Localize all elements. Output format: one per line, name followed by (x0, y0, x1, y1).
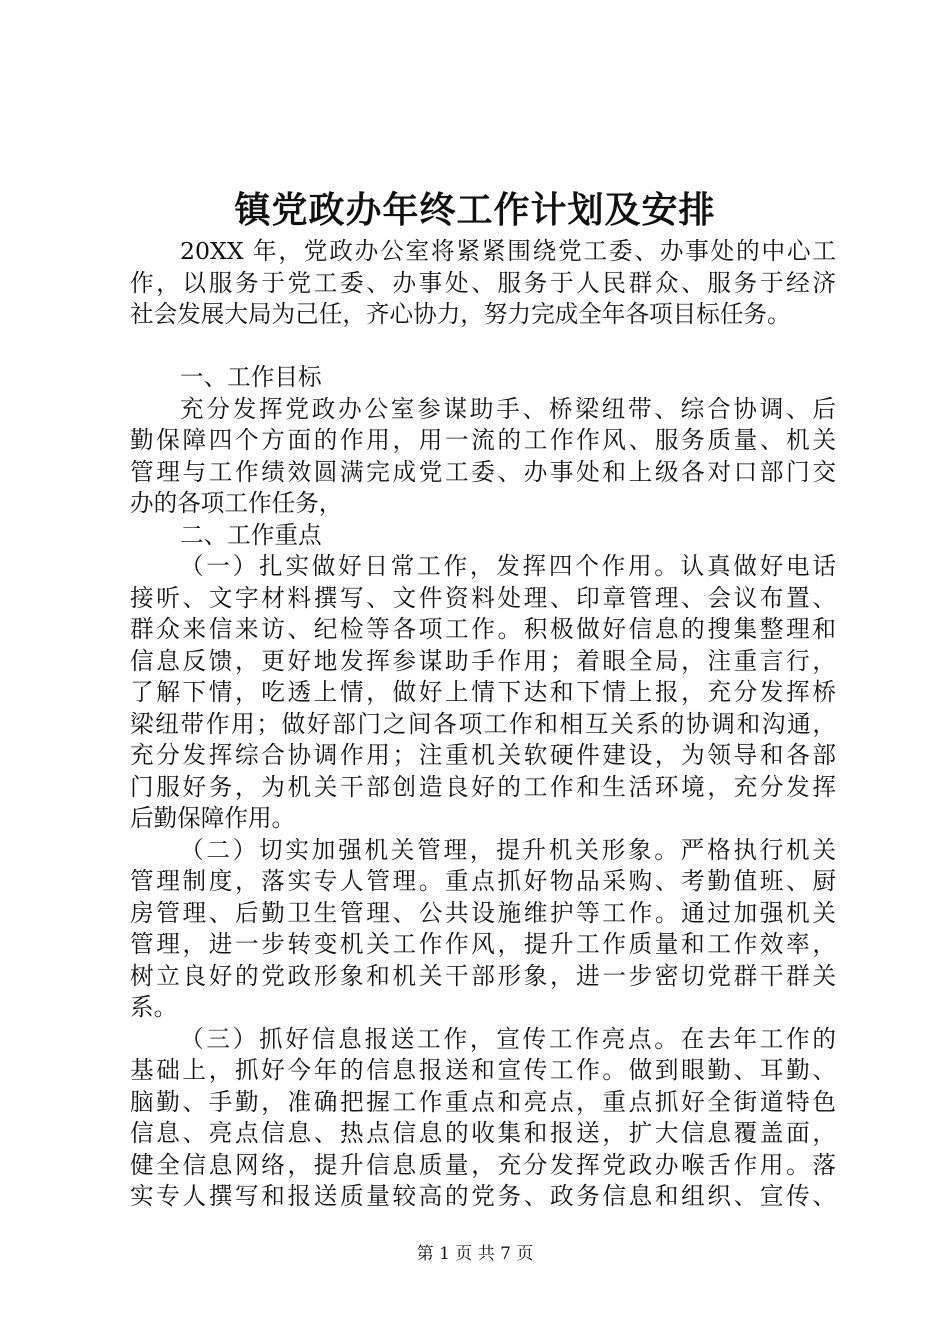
text-line: 管理与工作绩效圆满完成党工委、办事处和上级各对口部门交 (130, 457, 836, 486)
text-line: 接听、文字材料撰写、文件资料处理、印章管理、会议布置、 (130, 583, 836, 612)
text-line: （二）切实加强机关管理，提升机关形象。严格执行机关 (180, 835, 836, 864)
section-heading: 一、工作目标 (180, 363, 322, 391)
text-line: （一）扎实做好日常工作，发挥四个作用。认真做好电话 (180, 552, 836, 580)
text-line: 作，以服务于党工委、办事处、服务于人民群众、服务于经济 (130, 268, 836, 297)
text-line: 办的各项工作任务， (130, 489, 343, 517)
document-title: 镇党政办年终工作计划及安排 (234, 189, 716, 231)
section-heading: 二、工作重点 (180, 520, 322, 549)
text-line: 勤保障四个方面的作用，用一流的工作作风、服务质量、机关 (130, 426, 836, 454)
text-line: 脑勤、手勤，准确把握工作重点和亮点，重点抓好全街道特色 (130, 1087, 836, 1116)
blank-line (130, 331, 836, 363)
text-line: 系。 (130, 993, 178, 1021)
text-line: 健全信息网络，提升信息质量，充分发挥党政办喉舌作用。落 (130, 1150, 836, 1179)
text-line: 树立良好的党政形象和机关干部形象，进一步密切党群干群关 (130, 961, 836, 990)
text-line: 社会发展大局为己任，齐心协力，努力完成全年各项目标任务。 (130, 300, 791, 328)
text-line: 信息反馈，更好地发挥参谋助手作用；着眼全局，注重言行， (130, 646, 836, 675)
text-line: 充分发挥综合协调作用；注重机关软硬件建设，为领导和各部 (130, 741, 836, 769)
document-body (130, 236, 836, 1213)
text-line: 20XX 年，党政办公室将紧紧围绕党工委、办事处的中心工 (180, 237, 836, 265)
text-line: 房管理、后勤卫生管理、公共设施维护等工作。通过加强机关 (130, 898, 836, 927)
text-line: 了解下情，吃透上情，做好上情下达和下情上报，充分发挥桥 (130, 678, 836, 706)
text-line: 群众来信来访、纪检等各项工作。积极做好信息的搜集整理和 (130, 615, 836, 643)
text-line: 后勤保障作用。 (130, 804, 296, 832)
text-line: 充分发挥党政办公室参谋助手、桥梁纽带、综合协调、后 (180, 394, 836, 423)
text-line: 门服好务，为机关干部创造良好的工作和生活环境，充分发挥 (130, 772, 836, 801)
text-line: 基础上，抓好今年的信息报送和宣传工作。做到眼勤、耳勤、 (130, 1056, 836, 1084)
text-line: 信息、亮点信息、热点信息的收集和报送，扩大信息覆盖面， (130, 1119, 836, 1147)
text-line: （三）抓好信息报送工作，宣传工作亮点。在去年工作的 (180, 1024, 836, 1053)
text-line: 实专人撰写和报送质量较高的党务、政务信息和组织、宣传、 (130, 1182, 836, 1210)
page-number-footer: 第 1 页 共 7 页 (416, 1244, 534, 1264)
text-line: 管理，进一步转变机关工作作风，提升工作质量和工作效率， (130, 930, 836, 958)
text-line: 梁纽带作用；做好部门之间各项工作和相互关系的协调和沟通， (130, 709, 836, 738)
text-line: 管理制度，落实专人管理。重点抓好物品采购、考勤值班、厨 (130, 867, 836, 895)
